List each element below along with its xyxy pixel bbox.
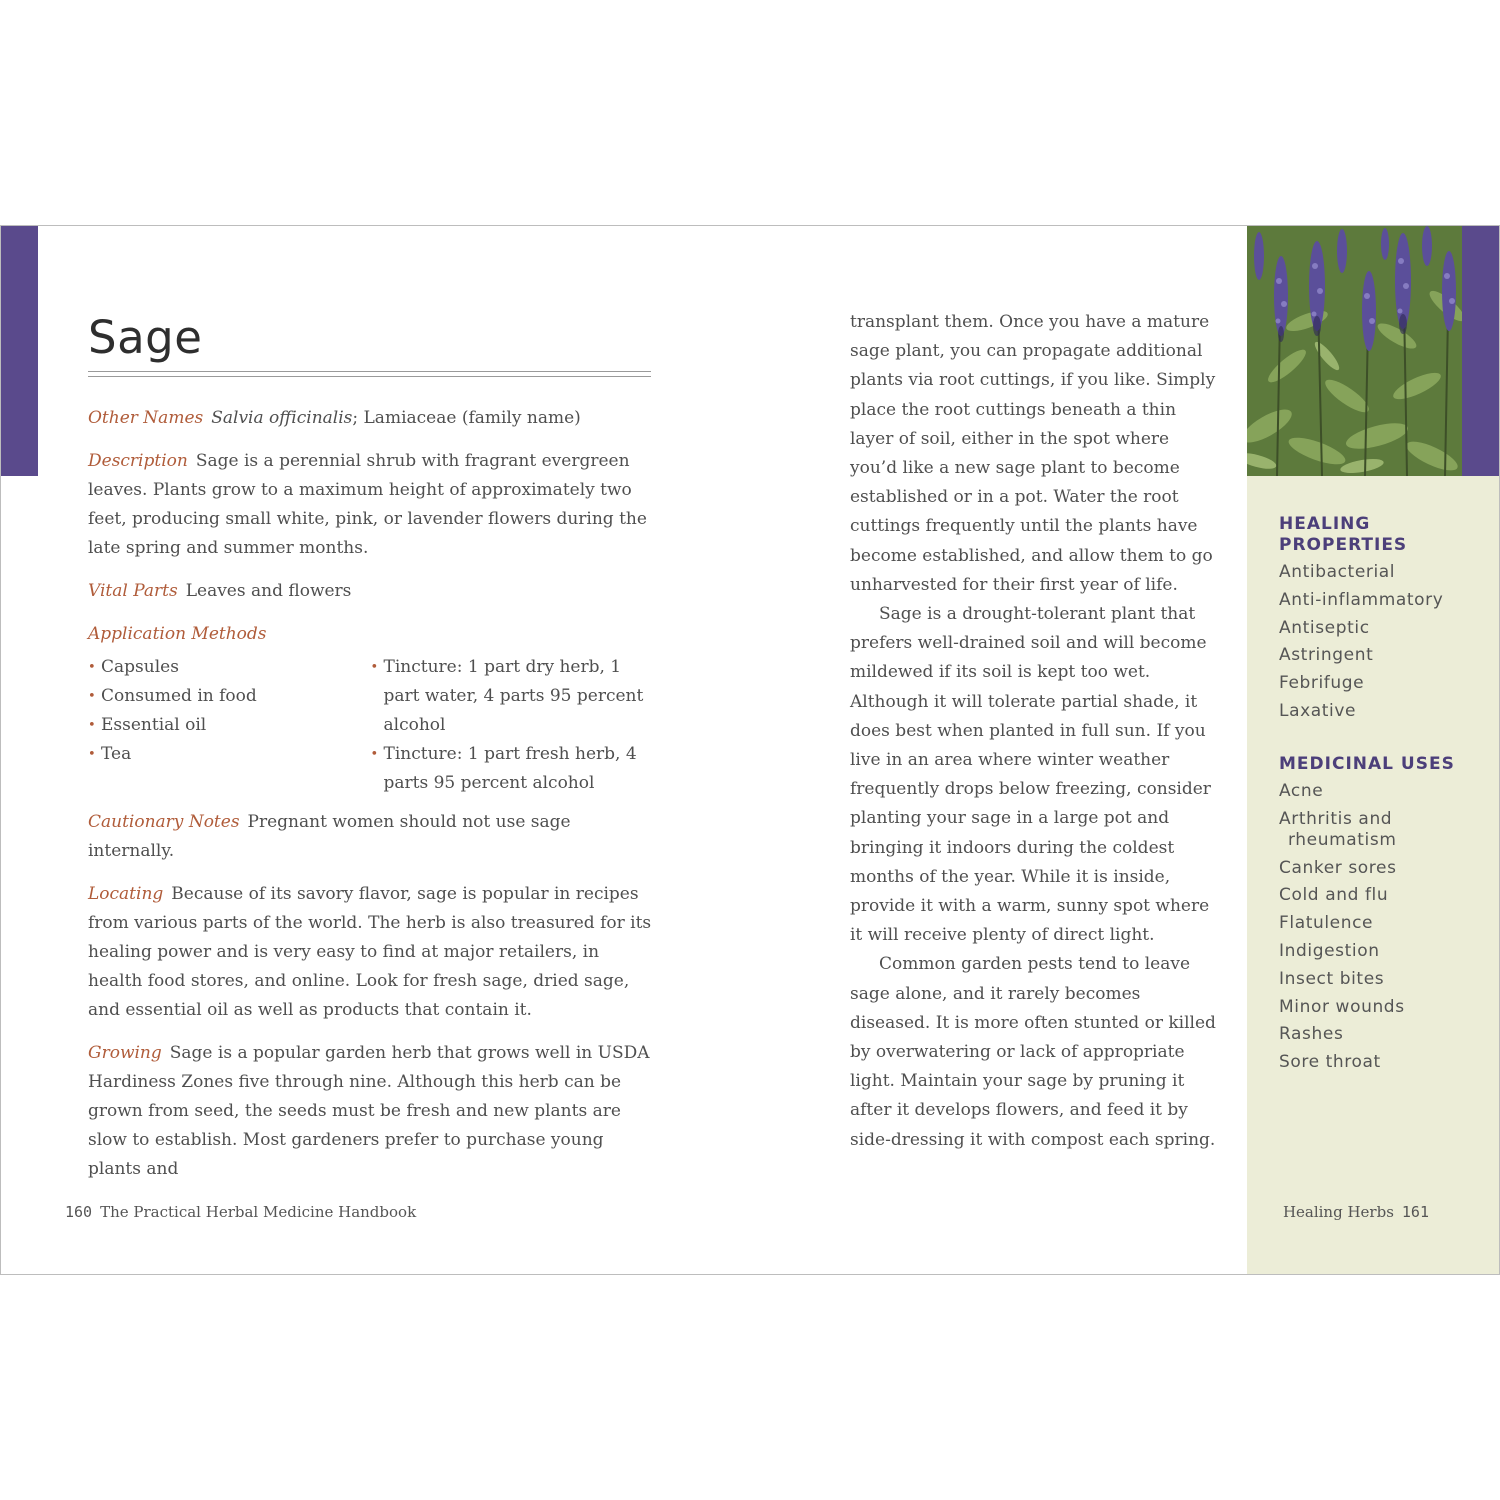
left-color-tab <box>1 226 38 476</box>
list-item: Anti-inflammatory <box>1279 589 1444 610</box>
list-item: Indigestion <box>1279 940 1380 961</box>
body-paragraph: Sage is a drought-tolerant plant that prefers well-drained soil and will become mildewed if its soil is kept too wet. Although it will tolerate partial shade, it does best when planted in full sun. If you live in an area where winter weather frequently drops below freezing, consider planting your sage in a large pot and bringing it indoors during the coldest months of the year. While it is inside, provide it with a warm, sunny spot where it will receive plenty of direct light. <box>850 604 1211 946</box>
section-title: Healing Herbs <box>1282 1203 1394 1221</box>
application-methods-heading <box>88 620 653 649</box>
right-column <box>850 308 1220 1155</box>
list-item: • Capsules <box>88 653 371 682</box>
left-column <box>88 404 653 1198</box>
right-folio <box>1283 1203 1437 1221</box>
list-item <box>1279 809 1489 851</box>
list-item: Flatulence <box>1279 913 1374 934</box>
list-item: • Tea <box>88 740 371 769</box>
healing-properties-block <box>1279 514 1489 729</box>
body-paragraph: Common garden pests tend to leave sage alone, and it rarely becomes diseased. It is more often stunted or killed by overwatering or lack of appropriate light. Maintain your sage by pruning it after it develops flowers, and feed it by side-dressing it with compost each spring. <box>850 954 1216 1150</box>
list-item: Astringent <box>1279 645 1374 666</box>
vital-parts-text: Leaves and flowers <box>185 581 352 601</box>
list-item-continuation: rheumatism <box>1288 829 1397 850</box>
medicinal-uses-list <box>1279 781 1489 1073</box>
description-entry <box>88 447 653 563</box>
list-item: Insect bites <box>1279 968 1385 989</box>
application-methods-list <box>88 653 653 798</box>
healing-properties-heading: HEALING PROPERTIES <box>1279 514 1408 555</box>
family-name: ; Lamiaceae (family name) <box>352 408 581 428</box>
right-page-number: 161 <box>1401 1203 1429 1221</box>
title-rule-bottom <box>88 376 651 377</box>
other-names-entry <box>88 404 653 433</box>
list-item: • Tincture: 1 part fresh herb, 4 parts 95 percent alcohol <box>371 740 654 798</box>
left-page-number: 160 <box>65 1203 93 1221</box>
left-folio <box>57 1203 416 1221</box>
vital-parts-label: Vital Parts <box>88 581 178 601</box>
scientific-name: Salvia officinalis <box>211 408 353 428</box>
list-item: Antiseptic <box>1279 617 1370 638</box>
list-item: Sore throat <box>1279 1052 1381 1073</box>
list-item-text: Arthritis and <box>1279 808 1393 829</box>
list-item: • Essential oil <box>88 711 371 740</box>
growing-label: Growing <box>88 1043 162 1063</box>
list-item: Acne <box>1279 781 1324 801</box>
methods-column-2 <box>371 653 654 798</box>
description-label: Description <box>88 451 188 471</box>
list-item: Febrifuge <box>1279 673 1365 694</box>
application-methods-label: Application Methods <box>88 624 267 644</box>
list-item: Cold and flu <box>1279 885 1389 906</box>
methods-column-1 <box>88 653 371 798</box>
cautionary-notes-entry <box>88 808 653 866</box>
list-item: Laxative <box>1279 700 1357 721</box>
medicinal-uses-heading: MEDICINAL USES <box>1279 754 1455 774</box>
locating-label: Locating <box>88 884 164 904</box>
book-spread <box>0 225 1500 1275</box>
list-item: Canker sores <box>1279 857 1397 878</box>
list-item: • Tincture: 1 part dry herb, 1 part water, 4 parts 95 percent alcohol <box>371 653 654 740</box>
properties-sidebar <box>1247 476 1499 1274</box>
locating-text: Because of its savory flavor, sage is popular in recipes from various parts of the world. The herb is also treasured for its healing power and is very easy to find at major retailers, in health food stores, and online. Look for fresh sage, dried sage, and essential oil as well as products that contain it. <box>88 884 652 1020</box>
book-title: The Practical Herbal Medicine Handbook <box>100 1203 417 1221</box>
page-title: Sage <box>88 311 203 364</box>
growing-entry <box>88 1039 653 1184</box>
list-item: Minor wounds <box>1279 996 1405 1017</box>
medicinal-uses-block <box>1279 754 1489 1080</box>
description-text: Sage is a perennial shrub with fragrant evergreen leaves. Plants grow to a maximum height of approximately two feet, producing small white, pink, or lavender flowers during the late spring and summer months. <box>88 451 647 558</box>
locating-entry <box>88 880 653 1025</box>
growing-text: Sage is a popular garden herb that grows well in USDA Hardiness Zones five through nine. Although this herb can be grown from seed, the seeds must be fresh and new plants are slow to establish. Most gardeners prefer to purchase young plants and <box>88 1043 650 1179</box>
cautionary-notes-label: Cautionary Notes <box>88 812 240 832</box>
cautionary-notes-text: Pregnant women should not use sage internally. <box>88 812 571 861</box>
list-item: • Consumed in food <box>88 682 371 711</box>
other-names-label: Other Names <box>88 408 204 428</box>
list-item: Antibacterial <box>1279 562 1396 582</box>
right-color-tab <box>1462 226 1499 476</box>
healing-properties-list <box>1279 562 1489 722</box>
sage-plant-photo <box>1247 226 1462 476</box>
list-item: Rashes <box>1279 1024 1344 1045</box>
title-rule-top <box>88 371 651 372</box>
vital-parts-entry <box>88 577 653 606</box>
body-paragraph: transplant them. Once you have a mature sage plant, you can propagate additional plants via root cuttings, if you like. Simply place the root cuttings beneath a thin layer of soil, either in the spot where you’d like a new sage plant to become established or in a pot. Water the root cuttings frequently until the plants have become established, and allow them to go unharvested for their first year of life. <box>850 312 1216 595</box>
